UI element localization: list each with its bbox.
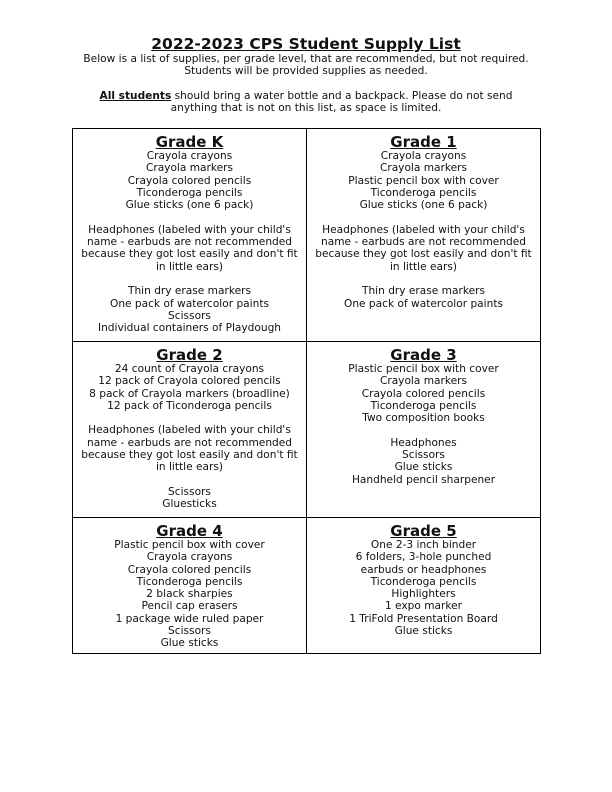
supply-item: One pack of watercolor paints xyxy=(343,297,503,310)
intro-paragraph-2 xyxy=(80,90,532,115)
supply-item: Scissors xyxy=(168,309,211,322)
grade-5-title: Grade 5 xyxy=(390,522,457,540)
supply-item: Headphones xyxy=(390,436,457,449)
supply-item: Glue sticks xyxy=(160,637,219,650)
grade-k-cell xyxy=(73,129,307,342)
supply-item: Scissors xyxy=(168,485,211,498)
supply-item: Handheld pencil sharpener xyxy=(351,473,496,486)
supply-item: Ticonderoga pencils xyxy=(136,186,243,199)
supply-item: 1 package wide ruled paper xyxy=(115,612,264,625)
supply-item: Crayola crayons xyxy=(380,150,467,162)
supply-item: Plastic pencil box with cover xyxy=(348,174,499,187)
grade-1-cell xyxy=(307,129,541,342)
supply-item: Crayola crayons xyxy=(146,150,233,162)
supply-item: Scissors xyxy=(168,625,211,638)
supply-item: 12 pack of Ticonderoga pencils xyxy=(107,399,272,412)
supply-item: Glue sticks xyxy=(394,625,453,638)
supply-item: 12 pack of Crayola colored pencils xyxy=(98,375,281,388)
supply-item: 1 expo marker xyxy=(384,600,463,613)
supply-item: Two composition books xyxy=(362,412,485,425)
supply-item: Crayola colored pencils xyxy=(127,563,252,576)
grade-2-title: Grade 2 xyxy=(156,346,223,364)
supply-item: Thin dry erase markers xyxy=(127,285,251,298)
supply-item: Individual containers of Playdough xyxy=(97,322,282,335)
supply-item: Thin dry erase markers xyxy=(361,285,485,298)
list-spacer xyxy=(311,424,536,436)
supply-item: Plastic pencil box with cover xyxy=(114,539,265,551)
table-row xyxy=(73,518,541,654)
supply-item: Crayola crayons xyxy=(146,551,233,564)
intro-paragraph-2-text: should bring a water bottle and a backpack. Please do not send anything that is not on this list, as space is limited. xyxy=(170,89,513,115)
supply-item: Crayola markers xyxy=(379,375,468,388)
supply-item: 2 black sharpies xyxy=(146,588,233,601)
supply-item: Glue sticks (one 6 pack) xyxy=(125,199,254,212)
supply-item: Gluesticks xyxy=(162,498,217,511)
grade-4-title: Grade 4 xyxy=(156,522,223,540)
supply-item: 1 TriFold Presentation Board xyxy=(349,612,498,625)
supply-item: Headphones (labeled with your child's name - earbuds are not recommended because they got lost easily and don't fit in little ears) xyxy=(315,223,532,273)
supply-item: Ticonderoga pencils xyxy=(136,575,243,588)
list-spacer xyxy=(77,273,302,285)
grade-5-cell xyxy=(307,518,541,654)
supply-item: Plastic pencil box with cover xyxy=(348,363,499,375)
supply-item: Ticonderoga pencils xyxy=(370,575,477,588)
supply-item: Glue sticks (one 6 pack) xyxy=(359,199,488,212)
supply-item: 8 pack of Crayola markers (broadline) xyxy=(89,387,290,400)
supply-table xyxy=(72,128,541,654)
intro-paragraph-1: Below is a list of supplies, per grade level, that are recommended, but not required. Students will be provided supplies as needed. xyxy=(83,53,529,78)
supply-item: Pencil cap erasers xyxy=(141,600,238,613)
table-row xyxy=(73,129,541,342)
all-students-label: All students xyxy=(99,89,172,102)
list-spacer xyxy=(311,273,536,285)
grade-k-title: Grade K xyxy=(155,133,224,151)
grade-5-items xyxy=(311,539,536,637)
grade-2-items xyxy=(77,363,302,511)
supply-item: Headphones (labeled with your child's name - earbuds are not recommended because they got lost easily and don't fit in little ears) xyxy=(81,424,298,474)
grade-k-items xyxy=(77,150,302,334)
grade-1-items xyxy=(311,150,536,310)
supply-item: Ticonderoga pencils xyxy=(370,399,477,412)
supply-item: Scissors xyxy=(402,449,445,462)
grade-2-cell xyxy=(73,342,307,518)
page-title: 2022-2023 CPS Student Supply List xyxy=(151,35,461,53)
intro-text xyxy=(80,53,532,114)
supply-item: One 2-3 inch binder xyxy=(370,539,477,551)
supply-item: One pack of watercolor paints xyxy=(109,297,269,310)
intro-gap xyxy=(80,78,532,90)
supply-item: Highlighters xyxy=(391,588,456,601)
list-spacer xyxy=(77,412,302,424)
supply-item: Crayola markers xyxy=(145,162,234,175)
list-spacer xyxy=(311,211,536,223)
list-spacer xyxy=(77,211,302,223)
supply-item: 6 folders, 3-hole punched xyxy=(355,551,492,564)
grade-1-title: Grade 1 xyxy=(390,133,457,151)
grade-3-items xyxy=(311,363,536,486)
grade-3-title: Grade 3 xyxy=(390,346,457,364)
supply-item: Glue sticks xyxy=(394,461,453,474)
supply-item: Headphones (labeled with your child's name - earbuds are not recommended because they got lost easily and don't fit in little ears) xyxy=(81,223,298,273)
supply-item: Crayola colored pencils xyxy=(361,387,486,400)
grade-4-items xyxy=(77,539,302,650)
supply-item: Crayola colored pencils xyxy=(127,174,252,187)
supply-item: Ticonderoga pencils xyxy=(370,186,477,199)
supply-item: 24 count of Crayola crayons xyxy=(114,363,265,375)
grade-4-cell xyxy=(73,518,307,654)
supply-item: Crayola markers xyxy=(379,162,468,175)
grade-3-cell xyxy=(307,342,541,518)
supply-item: earbuds or headphones xyxy=(360,563,487,576)
list-spacer xyxy=(77,474,302,486)
table-row xyxy=(73,342,541,518)
